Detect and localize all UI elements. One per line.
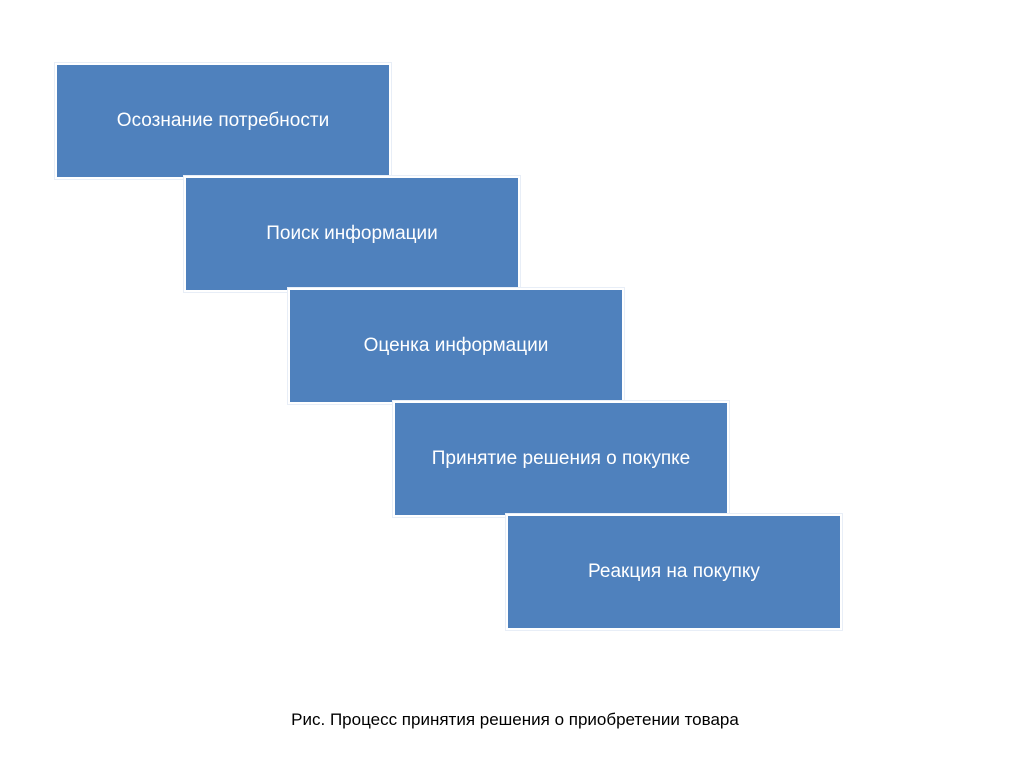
step-label: Реакция на покупку [588, 561, 760, 582]
figure-caption: Рис. Процесс принятия решения о приобретении товара [291, 710, 739, 729]
step-label: Поиск информации [266, 223, 438, 244]
step-box-post-purchase-reaction [506, 514, 842, 630]
step-box-information-search [184, 176, 520, 292]
step-box-purchase-decision [393, 401, 729, 517]
step-box-need-awareness [55, 63, 391, 179]
step-label: Осознание потребности [116, 110, 330, 131]
step-label: Принятие решения о покупке [431, 448, 691, 469]
step-label: Оценка информации [363, 335, 549, 356]
step-box-information-evaluation [288, 288, 624, 404]
